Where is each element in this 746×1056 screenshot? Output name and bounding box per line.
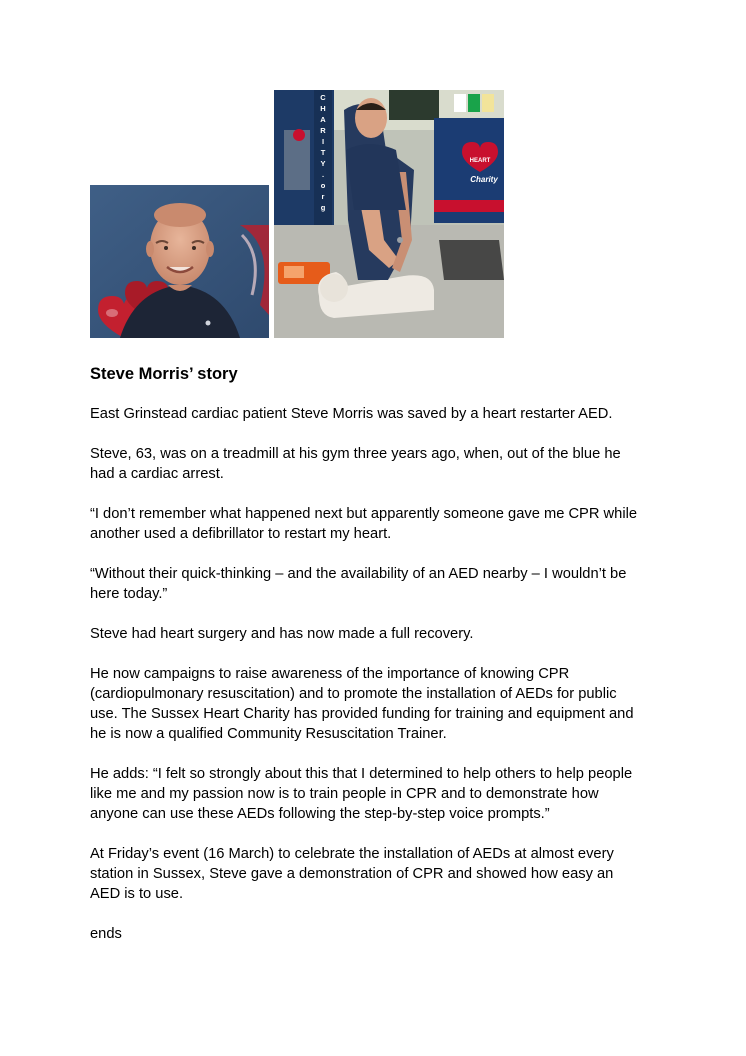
- paragraph-line: another used a defibrillator to restart my heart.: [90, 526, 392, 542]
- article-title: Steve Morris’ story: [90, 365, 238, 383]
- article-paragraph: [90, 664, 634, 744]
- article-paragraph: [90, 404, 612, 424]
- svg-text:HEART: HEART: [469, 158, 491, 164]
- cpr-demo-photo: [274, 90, 504, 338]
- paragraph-line: (cardiopulmonary resuscitation) and to promote the installation of AEDs for public: [90, 686, 617, 702]
- photo-cpr-demo-icon: [274, 90, 504, 338]
- paragraph-line: AED is to use.: [90, 886, 184, 902]
- paragraph-line: he is now a qualified Community Resuscitation Trainer.: [90, 726, 447, 742]
- article-paragraph: [90, 764, 632, 824]
- paragraph-line: here today.”: [90, 586, 168, 602]
- article-paragraph: [90, 444, 621, 484]
- paragraph-line: Steve, 63, was on a treadmill at his gym three years ago, when, out of the blue he: [90, 446, 621, 462]
- article-ends: [90, 924, 122, 944]
- article-paragraph: [90, 564, 626, 604]
- paragraph-line: like me and my passion now is to train people in CPR and to demonstrate how: [90, 786, 599, 802]
- paragraph-line: “I don’t remember what happened next but apparently someone gave me CPR while: [90, 506, 638, 522]
- paragraph-line: use. The Sussex Heart Charity has provided funding for training and equipment and: [90, 706, 634, 722]
- paragraph-line: He now campaigns to raise awareness of the importance of knowing CPR: [90, 666, 570, 682]
- article-paragraph: [90, 844, 614, 904]
- paragraph-line: East Grinstead cardiac patient Steve Morris was saved by a heart restarter AED.: [90, 406, 613, 422]
- paragraph-line: had a cardiac arrest.: [90, 466, 224, 482]
- svg-text:Charity: Charity: [470, 175, 498, 184]
- paragraph-line: He adds: “I felt so strongly about this that I determined to help others to help people: [90, 766, 633, 782]
- paragraph-line: Steve had heart surgery and has now made a full recovery.: [90, 626, 474, 642]
- portrait-photo: [90, 185, 269, 338]
- paragraph-line: station in Sussex, Steve gave a demonstration of CPR and showed how easy an: [90, 866, 614, 882]
- paragraph-line: ends: [90, 926, 122, 942]
- article-paragraph: [90, 504, 637, 544]
- photo-portrait-icon: [90, 185, 269, 338]
- paragraph-line: anyone can use these AEDs following the step-by-step voice prompts.”: [90, 806, 550, 822]
- svg-text:CHARITY.org: C H A R I T Y . o r g: [320, 93, 326, 212]
- paragraph-line: At Friday’s event (16 March) to celebrate the installation of AEDs at almost every: [90, 846, 614, 862]
- paragraph-line: “Without their quick-thinking – and the availability of an AED nearby – I wouldn’t be: [90, 566, 627, 582]
- article-paragraph: [90, 624, 473, 644]
